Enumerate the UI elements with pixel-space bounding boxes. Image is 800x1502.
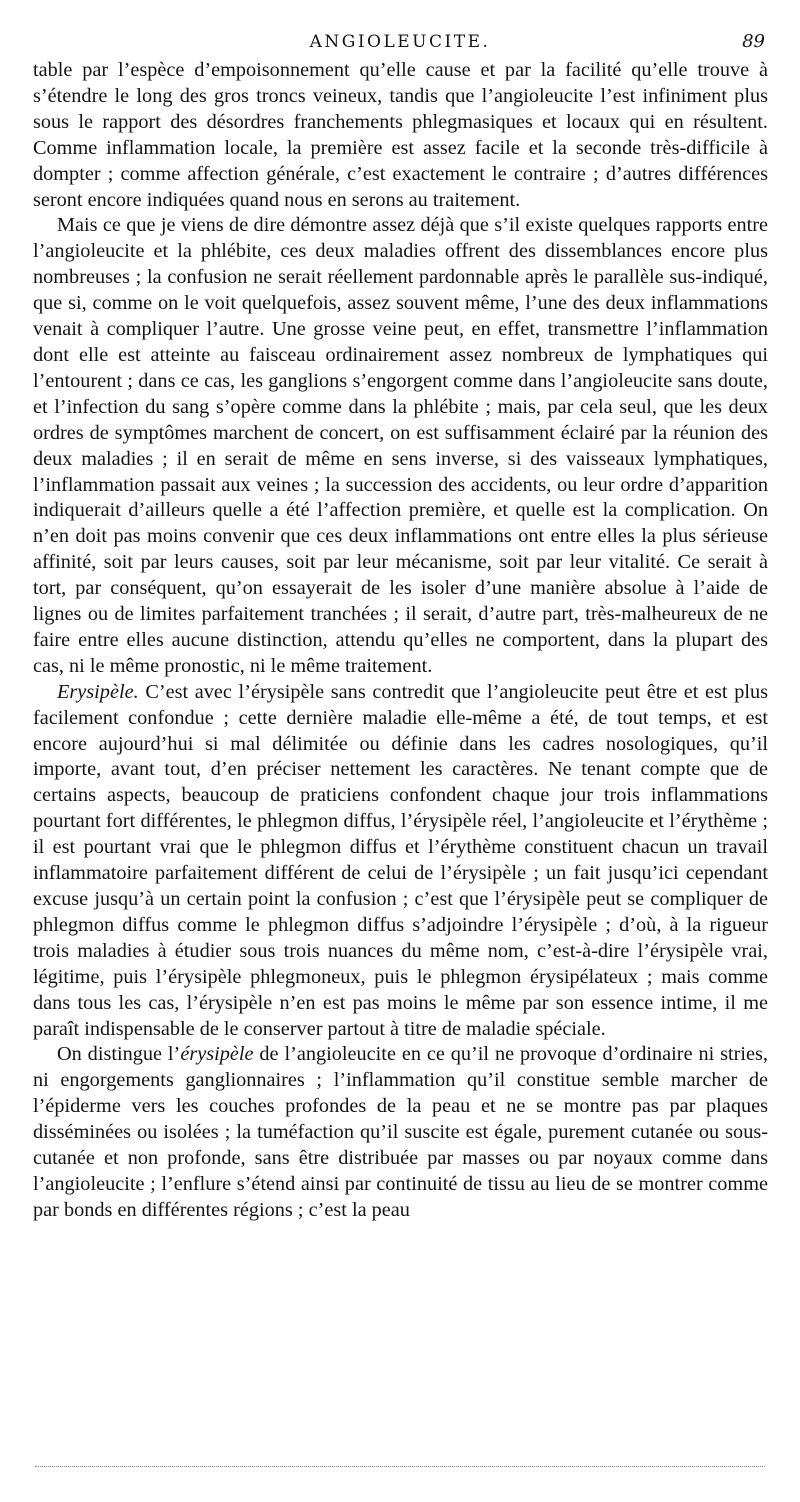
- body-text: [33, 58, 768, 1224]
- page-title: ANGIOLEUCITE.: [309, 32, 491, 52]
- running-head: [35, 28, 765, 58]
- paragraph-erysipele-text: C’est avec l’érysipèle sans contredit que l’angioleucite peut être et est plus facilement confondue ; cette dernière maladie elle-même a été, de tout temps, et est encore aujourd’hui si mal délimitée ou définie dans les cadres nosologiques, qu’il importe, avant tout, d’en préciser nettement les caractères. Ne tenant compte que de certains aspects, beaucoup de praticiens confondent chaque jour trois inflammations pourtant fort différentes, le phlegmon diffus, l’érysipèle réel, l’angioleucite et l’érythème ; il est pourtant vrai que le phlegmon diffus et l’érythème constituent chacun un travail inflammatoire parfaitement différent de celui de l’érysipèle ; un fait jusqu’ici cependant excuse jusqu’à un certain point la confusion ; c’est que l’érysipèle peut se compliquer de phlegmon diffus comme le phlegmon diffus s’adjoindre l’érysipèle ; d’où, à la rigueur trois maladies à étudier sous trois nuances du même nom, c’est-à-dire l’érysipèle vrai, légitime, puis l’érysipèle phlegmoneux, puis le phlegmon érysipélateux ; mais comme dans tous les cas, l’érysipèle n’en est pas moins le même par son essence intime, il me paraît indispensable de le conserver partout à titre de maladie spéciale.: [33, 680, 768, 1040]
- paragraph-distinction: [33, 1042, 768, 1223]
- footer-dotted-rule: [35, 1466, 765, 1467]
- paragraph-phlebite-comparison: Mais ce que je viens de dire démontre assez déjà que s’il existe quelques rapports entre l’angioleucite et la phlébite, ces deux maladies offrent des dissemblances encore plus nombreuses ; la confusion ne serait réellement pardonnable après le parallèle sus-indiqué, que si, comme on le voit quelquefois, assez souvent même, l’une des deux inflammations venait à compliquer l’autre. Une grosse veine peut, en effet, transmettre l’inflammation dont elle est atteinte au faisceau ordinairement assez nombreux de lymphatiques qui l’entourent ; dans ce cas, les ganglions s’engorgent comme dans l’angioleucite sans doute, et l’infection du sang s’opère comme dans la phlébite ; mais, par cela seul, que les deux ordres de symptômes marchent de concert, on est suffisamment éclairé par la réunion des deux maladies ; il en serait de même en sens inverse, si des vaisseaux lymphatiques, l’inflammation passait aux veines ; la succession des accidents, ou leur ordre d’apparition indiquerait d’ailleurs quelle a été l’affection première, et quelle est la complication. On n’en doit pas moins convenir que ces deux inflammations ont entre elles la plus sérieuse affinité, soit par leurs causes, soit par leur mécanisme, soit par leur vitalité. Ce serait à tort, par conséquent, qu’on essayerait de les isoler d’une manière absolue à l’aide de lignes ou de limites parfaitement tranchées ; il serait, d’autre part, très-malheureux de ne faire entre elles aucune distinction, attendu qu’elles ne comportent, dans la plupart des cas, ni le même pronostic, ni le même traitement.: [33, 214, 768, 677]
- italic-term-erysipele: érysipèle: [180, 1043, 254, 1066]
- paragraph-distinction-start: On distingue l’: [57, 1043, 181, 1066]
- page-number: 89: [742, 31, 765, 52]
- paragraph-distinction-rest: de l’angioleucite en ce qu’il ne provoque d’ordinaire ni stries, ni engorgements ganglionnaires ; l’inflammation qu’il constitue semble marcher de l’épiderme vers les couches profondes de la peau et ne se montre pas par plaques disséminées ou isolées ; la tuméfaction qu’il suscite est égale, purement cutanée ou sous-cutanée et non profonde, sans être distribuée par masses ou par noyaux comme dans l’angioleucite ; l’enflure s’étend ainsi par continuité de tissu au lieu de se montrer comme par bonds en différentes régions ; c’est la peau: [33, 1043, 768, 1221]
- paragraph-continuation: table par l’espèce d’empoisonnement qu’elle cause et par la facilité qu’elle trouve à s’étendre le long des gros troncs veineux, tandis que l’angioleucite l’est infiniment plus sous le rapport des désordres franchements phlegmasiques et locaux qui en résultent. Comme inflammation locale, la première est assez facile et la seconde très-difficile à dompter ; comme affection générale, c’est exactement le contraire ; d’autres différences seront encore indiquées quand nous en serons au traitement.: [33, 59, 768, 211]
- paragraph-erysipele: [33, 680, 768, 1043]
- section-lead-erysipele: Erysipèle.: [57, 680, 139, 703]
